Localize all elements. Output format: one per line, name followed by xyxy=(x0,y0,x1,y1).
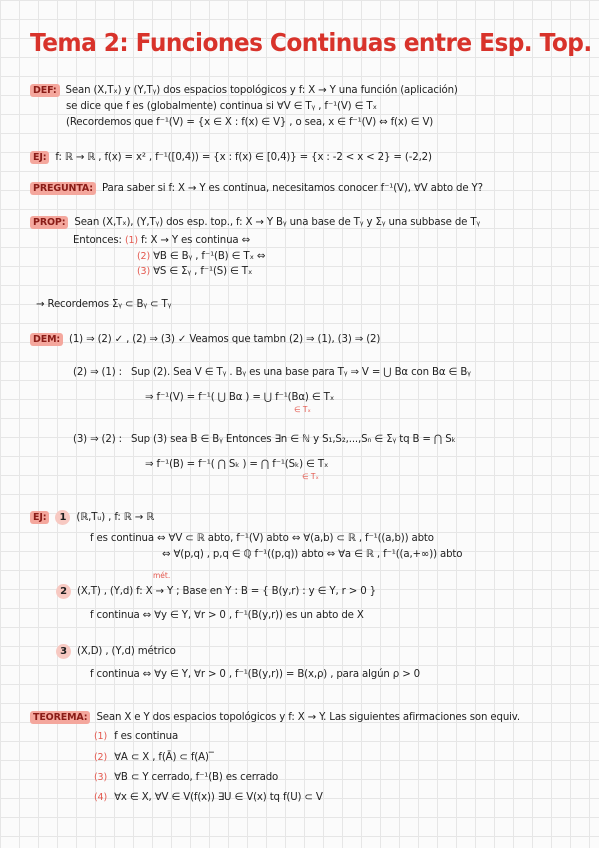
ex-line-1b: ⇔ ∀(p,q) , p,q ∈ ℚ f⁻¹((p,q)) abto ⇔ ∀a ∈ ℝ , f⁻¹((a,+∞)) abto xyxy=(162,549,463,560)
dem-label-4: (3) ⇒ (2) : xyxy=(73,434,122,445)
pregunta-line xyxy=(30,182,483,195)
def-line-2: se dice que f es (globalmente) continua si ∀V ∈ Tᵧ , f⁻¹(V) ∈ Tₓ xyxy=(66,101,377,112)
teorema-line-3 xyxy=(94,751,214,764)
recordemos-line: → Recordemos Σᵧ ⊂ Bᵧ ⊂ Tᵧ xyxy=(36,299,172,310)
def-line-3: (Recordemos que f⁻¹(V) = {x ∈ X : f(x) ∈ V} , o sea, x ∈ f⁻¹(V) ⇔ f(x) ∈ V) xyxy=(66,117,434,128)
dem-note-3: ∈ Tₓ xyxy=(294,405,311,414)
teorema-marker-3: (3) xyxy=(94,772,108,783)
teorema-marker-4: (4) xyxy=(94,792,108,803)
ex-text-1: (ℝ,Tᵤ) , f: ℝ → ℝ xyxy=(76,512,155,523)
teorema-marker-1: (1) xyxy=(94,731,108,742)
page-title: Tema 2: Funciones Continuas entre Esp. Top. xyxy=(30,28,592,57)
def-tag: DEF: xyxy=(30,84,60,97)
ej-tag: EJ: xyxy=(30,151,49,164)
teorema-marker-2: (2) xyxy=(94,752,108,763)
teorema-tag: TEOREMA: xyxy=(30,711,90,724)
teorema-text-5: ∀x ∈ X, ∀V ∈ V(f(x)) ∃U ∈ V(x) tq f(U) ⊂ V xyxy=(114,792,323,803)
ex-text-3: (X,D) , (Y,d) métrico xyxy=(77,646,176,657)
prop-line-1 xyxy=(30,216,480,229)
prop-text-2: f: X → Y es continua ⇔ xyxy=(141,235,250,246)
prop-text-4: ∀S ∈ Σᵧ , f⁻¹(S) ∈ Tₓ xyxy=(153,266,253,277)
pregunta-tag: PREGUNTA: xyxy=(30,182,96,195)
pregunta-text: Para saber si f: X → Y es continua, necesitamos conocer f⁻¹(V), ∀V abto de Y? xyxy=(101,183,483,194)
dem-text-1: (1) ⇒ (2) ✓ , (2) ⇒ (3) ✓ Veamos que tambn (2) ⇒ (1), (3) ⇒ (2) xyxy=(69,334,381,345)
prop-marker-2: (2) xyxy=(137,251,151,262)
ex-line-1a: f es continua ⇔ ∀V ⊂ ℝ abto, f⁻¹(V) abto ⇔ ∀(a,b) ⊂ ℝ , f⁻¹((a,b)) abto xyxy=(90,533,434,544)
prop-text-1: Sean (X,Tₓ), (Y,Tᵧ) dos esp. top., f: X → Y Bᵧ una base de Tᵧ y Σᵧ una subbase de Tᵧ xyxy=(74,217,481,228)
dem-line-5: ⇒ f⁻¹(B) = f⁻¹( ⋂ Sₖ ) = ⋂ f⁻¹(Sₖ) ∈ Tₓ xyxy=(145,459,329,470)
dem-text-4: Sup (3) sea B ∈ Bᵧ Entonces ∃n ∈ ℕ y S₁,S₂,...,Sₙ ∈ Σᵧ tq B = ⋂ Sₖ xyxy=(131,434,456,445)
ex-text-2: (X,T) , (Y,d) f: X → Y ; Base en Y : B = { B(y,r) : y ∈ Y, r > 0 } xyxy=(77,586,376,597)
ex-line-3a: f continua ⇔ ∀y ∈ Y, ∀r > 0 , f⁻¹(B(y,r)) = B(x,ρ) , para algún ρ > 0 xyxy=(90,669,420,680)
prop-marker-3: (3) xyxy=(137,266,151,277)
ex-line-2a: f continua ⇔ ∀y ∈ Y, ∀r > 0 , f⁻¹(B(y,r)) es un abto de X xyxy=(90,610,364,621)
teorema-text-2: f es continua xyxy=(114,731,179,742)
prop-tag: PROP: xyxy=(30,216,68,229)
dem-note-5: ∈ Tₓ xyxy=(302,472,319,481)
ex-line-2 xyxy=(56,584,376,599)
teorema-line-2 xyxy=(94,730,178,743)
ex-line-1 xyxy=(30,510,154,525)
ex-note-2: mét. xyxy=(153,571,171,580)
dem-tag: DEM: xyxy=(30,333,63,346)
dem-line-4 xyxy=(73,433,456,446)
teorema-line-1 xyxy=(30,711,520,724)
prop-line-3 xyxy=(137,250,265,263)
prop-line-4 xyxy=(137,265,252,278)
ex-number-2: 2 xyxy=(56,584,71,599)
ex-line-3 xyxy=(56,644,176,659)
def-line-1 xyxy=(30,84,458,97)
prop-entonces: Entonces: xyxy=(73,235,122,246)
dem-line-3: ⇒ f⁻¹(V) = f⁻¹( ⋃ Bα ) = ⋃ f⁻¹(Bα) ∈ Tₓ xyxy=(145,392,335,403)
prop-text-3: ∀B ∈ Bᵧ , f⁻¹(B) ∈ Tₓ ⇔ xyxy=(153,251,266,262)
teorema-text-3: ∀A ⊂ X , f(Ā) ⊂ f(A)‾ xyxy=(114,752,214,763)
teorema-text-4: ∀B ⊂ Y cerrado, f⁻¹(B) es cerrado xyxy=(114,772,279,783)
ej-line-1 xyxy=(30,151,432,164)
dem-line-1 xyxy=(30,333,380,346)
prop-marker-1: (1) xyxy=(124,235,138,246)
def-text-1: Sean (X,Tₓ) y (Y,Tᵧ) dos espacios topológicos y f: X → Y una función (aplicación) xyxy=(65,85,458,96)
dem-text-2: Sup (2). Sea V ∈ Tᵧ . Bᵧ es una base para Tᵧ ⇒ V = ⋃ Bα con Bα ∈ Bᵧ xyxy=(131,367,471,378)
ej-text-1: f: ℝ → ℝ , f(x) = x² , f⁻¹([0,4)) = {x : f(x) ∈ [0,4)} = {x : -2 < x < 2} = (-2,2) xyxy=(55,152,432,163)
ex-tag: EJ: xyxy=(30,511,49,524)
prop-line-2 xyxy=(73,234,250,247)
teorema-line-4 xyxy=(94,771,278,784)
ex-number-1: 1 xyxy=(55,510,70,525)
teorema-text-1: Sean X e Y dos espacios topológicos y f: X → Y. Las siguientes afirmaciones son equiv. xyxy=(96,712,520,723)
ex-number-3: 3 xyxy=(56,644,71,659)
teorema-line-5 xyxy=(94,791,323,804)
dem-label-2: (2) ⇒ (1) : xyxy=(73,367,122,378)
dem-line-2 xyxy=(73,366,471,379)
